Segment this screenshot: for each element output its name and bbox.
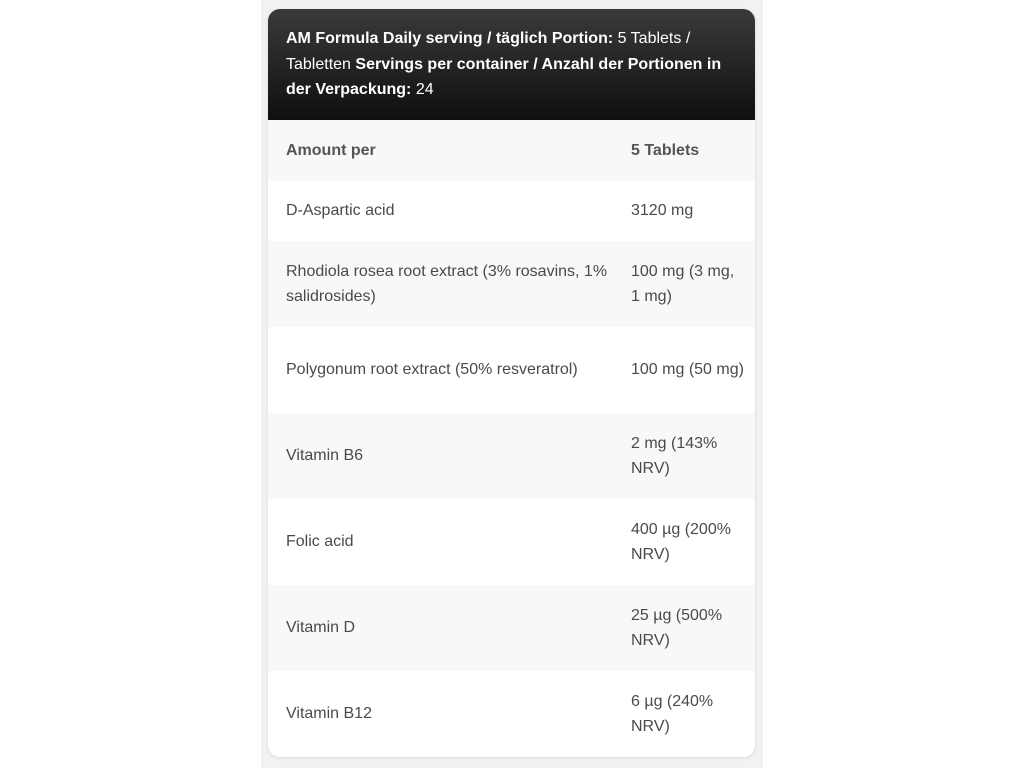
nutrition-table-card <box>268 9 755 757</box>
table-row <box>268 241 755 327</box>
ingredient-amount: 2 mg (143% NRV) <box>631 434 718 477</box>
servings-label: Servings per container / Anzahl der Portionen in der Verpackung: <box>286 55 722 98</box>
ingredient-name: Vitamin B12 <box>286 705 372 723</box>
ingredient-amount: 25 µg (500% NRV) <box>631 606 723 649</box>
table-row <box>268 181 755 241</box>
ingredient-amount: 100 mg (3 mg, 1 mg) <box>631 262 735 305</box>
table-row <box>268 413 755 499</box>
serving-label: Daily serving / täglich Portion: <box>382 30 614 47</box>
table-row <box>268 499 755 585</box>
servings-value: 24 <box>415 81 434 98</box>
serving-value: 5 Tablets / Tabletten <box>286 30 691 73</box>
table-row <box>268 327 755 413</box>
ingredient-name: Polygonum root extract (50% resveratrol) <box>286 361 578 379</box>
ingredient-name: Vitamin D <box>286 619 356 637</box>
ingredient-amount: 6 µg (240% NRV) <box>631 692 714 735</box>
product-name: AM Formula <box>286 30 379 47</box>
ingredient-name: D-Aspartic acid <box>286 202 395 220</box>
table-row <box>268 671 755 757</box>
column-header-amount: 5 Tablets <box>631 141 700 159</box>
ingredient-name: Folic acid <box>286 533 354 551</box>
ingredient-amount: 100 mg (50 mg) <box>631 361 744 379</box>
ingredient-name: Vitamin B6 <box>286 447 364 465</box>
ingredient-name: Rhodiola rosea root extract (3% rosavins, 1% salidrosides) <box>286 262 608 305</box>
table-header <box>268 9 755 120</box>
table-column-header <box>268 120 755 181</box>
ingredient-amount: 400 µg (200% NRV) <box>631 520 731 563</box>
table-row <box>268 585 755 671</box>
ingredient-amount: 3120 mg <box>631 202 694 220</box>
column-header-name: Amount per <box>286 141 376 159</box>
